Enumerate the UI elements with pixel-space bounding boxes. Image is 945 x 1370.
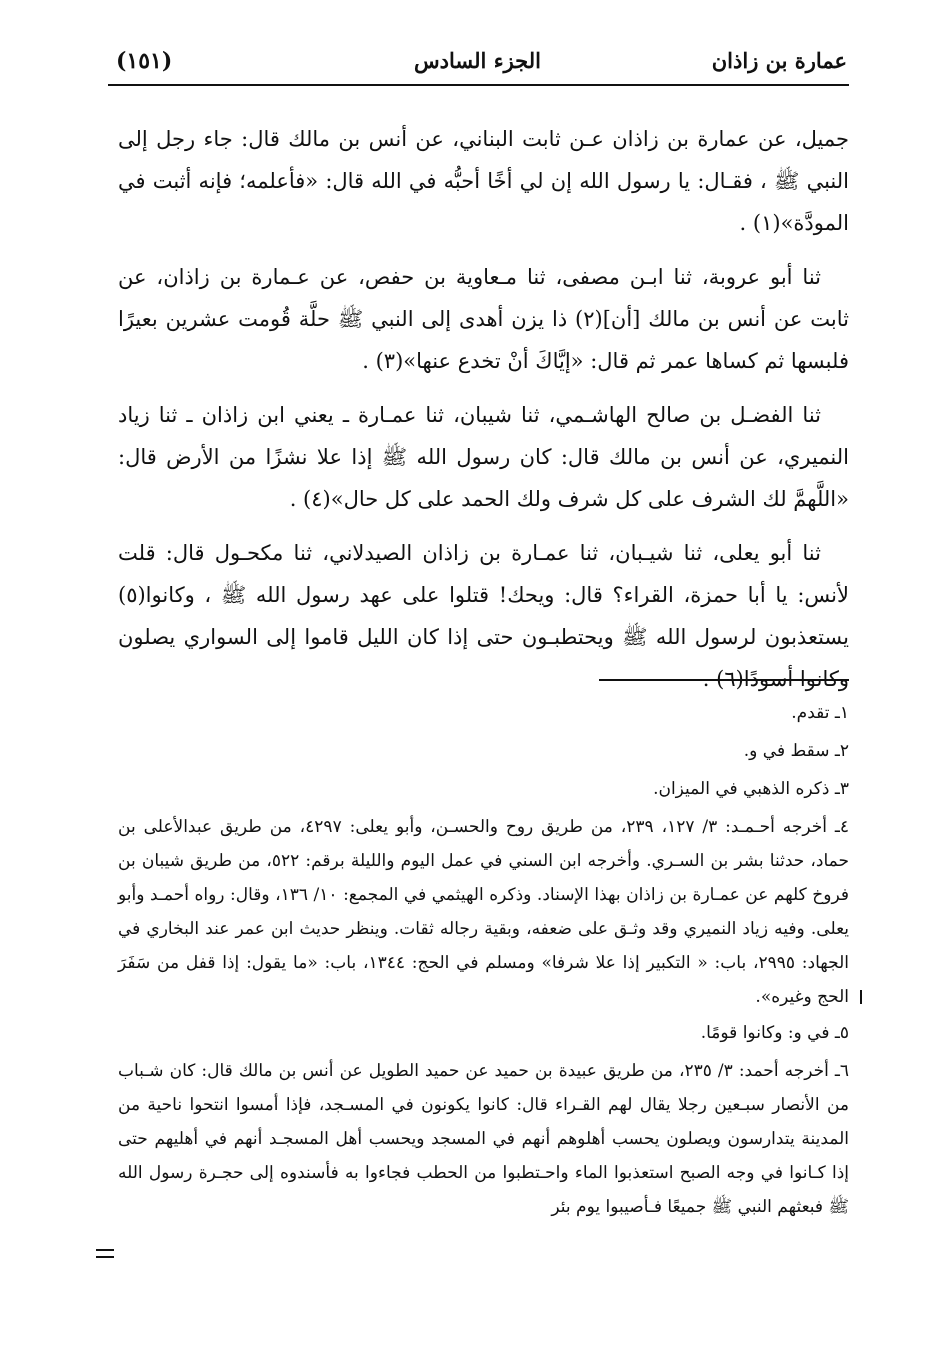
footnote-5: ٥ـ في و: وكانوا قومًا.: [700, 1023, 849, 1043]
footnote-6: ٦ـ أخرجه أحمد: ٣/ ٢٣٥، من طريق عبيدة بن حميد عن حميد الطويل عن أنس بن مالك قال: كان شـباب من الأنصار سبـعين رجلا يقال لهم القـراء قال: كانوا يكونون في المسـجد، فإذا أمسوا انتحوا ناحية من المدينة يتدارسون ويصلون يحسب أهلوهم أنهم في المسجد ويحسب أهل المسجـد أنهم في أهليهم حتى إذا كـانوا في وجه الصبح استعذبوا الماء واحـتطبوا من الحطب فجاءوا به فأسندوه إلى حجـرة رسول الله ﷺ فبعثهم النبي ﷺ جميعًا فـأصيبوا يوم بئر: [118, 1061, 849, 1217]
body-paragraph-1: جميل، عن عمارة بن زاذان عـن ثابت البناني، عن أنس بن مالك قال: جاء رجل إلى النبي ﷺ ، فقـال: يا رسول الله إن لي أخًا أحبُّه في الله قال: «فأعلمه؛ فإنه أثبت في المودَّة»(١) .: [118, 127, 849, 235]
page-number: (١٥١): [116, 48, 173, 74]
body-paragraph-4: ثنا أبو يعلى، ثنا شيـبان، ثنا عمـارة بن زاذان الصيدلاني، ثنا مكحـول قال: قلت لأنس: يا أبا حمزة، القراء؟ قال: ويحك! قتلوا على عهد رسول الله ﷺ ، وكانوا(٥) يستعذبون لرسول الله ﷺ ويحتطبـون حتى إذا كان الليل قاموا إلى السواري يصلون وكانوا أسودًا(٦) .: [118, 541, 849, 691]
body-paragraph-2: ثنا أبو عروبة، ثنا ابـن مصفى، ثنا مـعاوية بن حفص، عن عـمارة بن زاذان، عن ثابت عن أنس بن مالك [أن](٢) ذا يزن أهدى إلى النبي ﷺ حلَّة قُومت عشرين بعيرًا فلبسها ثم كساها عمر ثم قال: «إيَّاكَ أنْ تخدع عنها»(٣) .: [118, 265, 849, 373]
footnotes: [118, 696, 849, 1226]
running-header: [108, 46, 847, 82]
footnote-4: ٤ـ أخرجه أحـمـد: ٣/ ١٢٧، ٢٣٩، من طريق روح والحسـن، وأبو يعلى: ٤٢٩٧، من طريق عبدالأعلى بن حماد، حدثنا بشر بن السـري. وأخرجه ابن السني في عمل اليوم والليلة برقم: ٥٢٢، من طريق شيبان بن فروخ كلهم عن عمـارة بن زاذان بهذا الإسناد. وذكره الهيثمي في المجمع: ١٠/ ١٣٦، وقال: رواه أحمـد وأبو يعلى. وفيه زياد النميري وقد وثـق على ضعفه، وبقية رجاله ثقات. وينظر حديث ابن عمر عند البخاري في الجهاد: ٢٩٩٥، باب: « التكبير إذا علا شرفا» ومسلم في الحج: ١٣٤٤، باب: «ما يقول: إذا قفل من سَفَرَ الحج وغيره».: [118, 817, 850, 1007]
footnote-3: ٣ـ ذكره الذهبي في الميزان.: [653, 779, 849, 799]
continuation-mark: [96, 1249, 114, 1261]
margin-mark: [860, 990, 862, 1004]
main-text: [118, 118, 849, 712]
header-section-title: عمارة بن زاذان: [711, 48, 847, 73]
footnote-2: ٢ـ سقط في و.: [743, 741, 849, 761]
header-divider: [108, 84, 849, 86]
body-paragraph-3: ثنا الفضـل بن صالح الهاشـمي، ثنا شيبان، ثنا عمـارة ـ يعني ابن زاذان ـ ثنا زياد النميري، عن أنس بن مالك قال: كان رسول الله ﷺ إذا علا نشزًا من الأرض قال: «اللَّهمَّ لك الشرف على كل شرف ولك الحمد على كل حال»(٤) .: [118, 403, 849, 511]
header-volume-title: الجزء السادس: [414, 48, 541, 73]
footnote-divider: [599, 679, 849, 681]
footnote-1: ١ـ تقدم.: [791, 703, 849, 723]
